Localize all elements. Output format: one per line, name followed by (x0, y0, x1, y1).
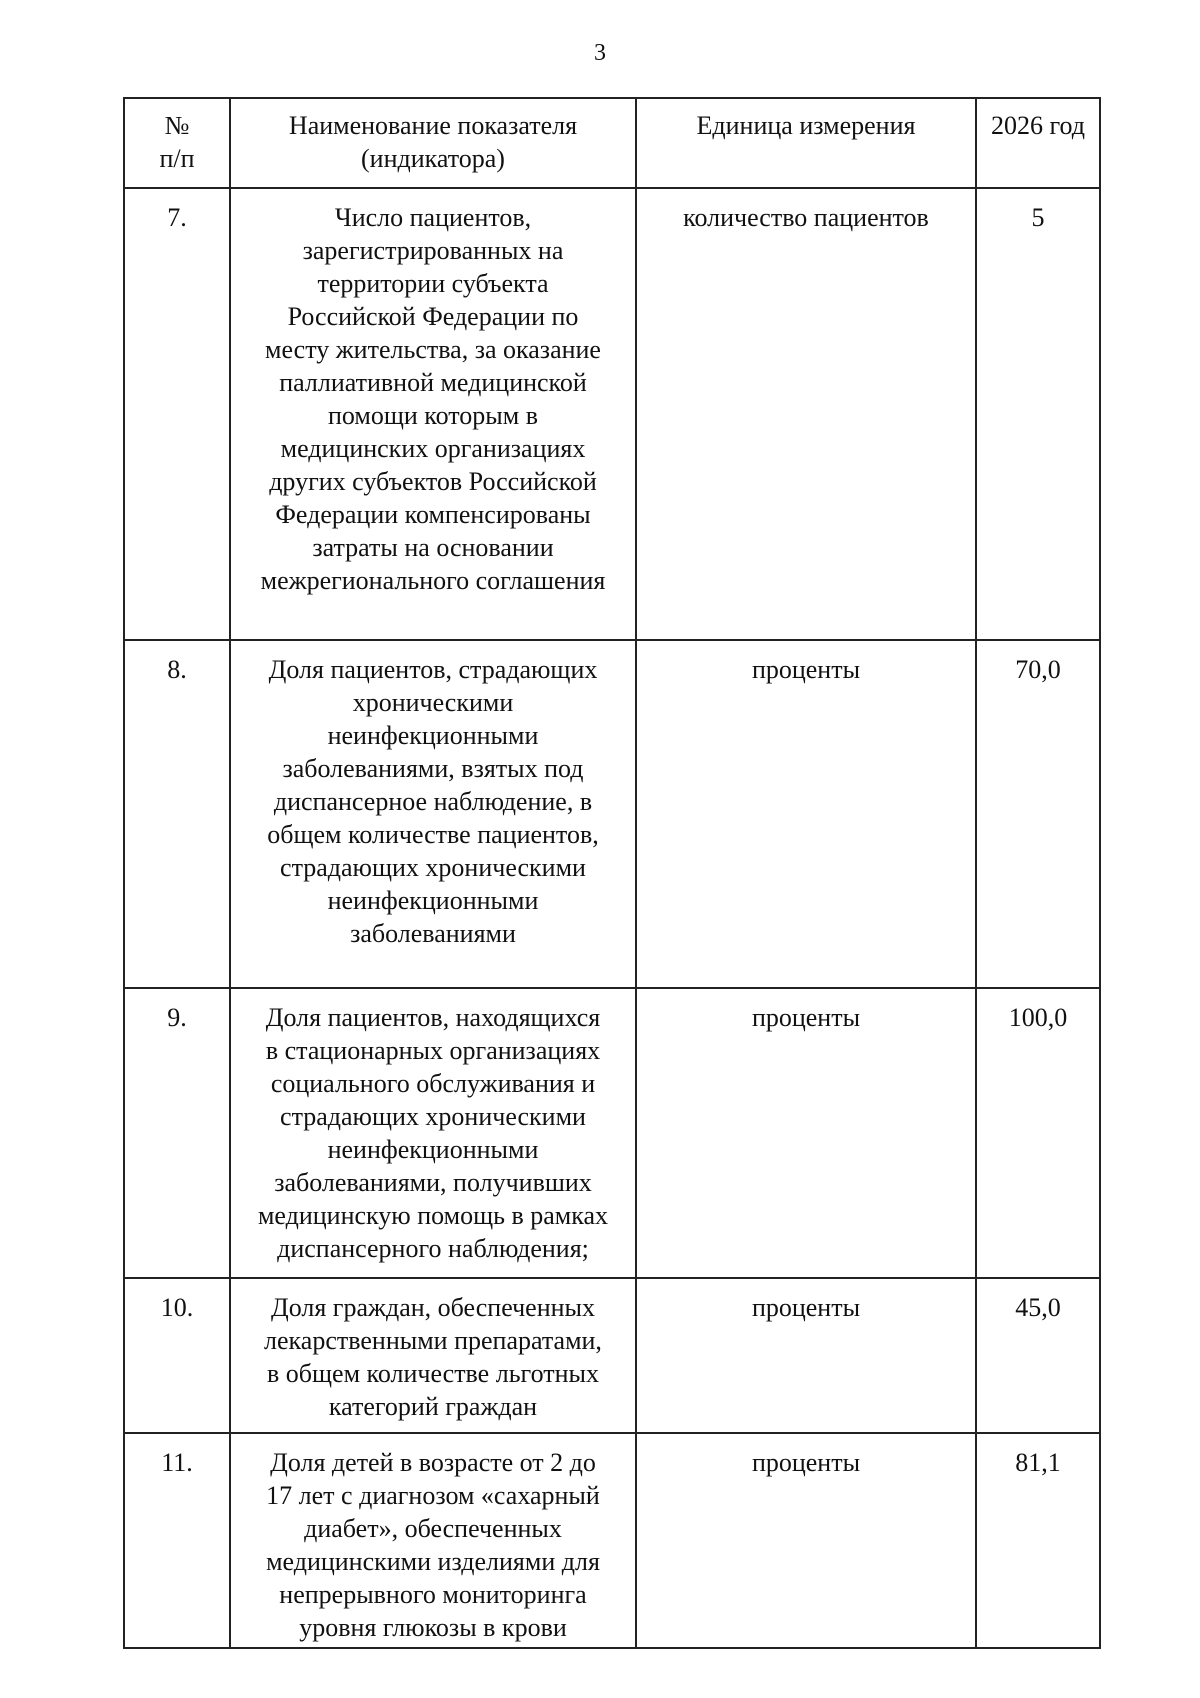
table-row (124, 988, 1100, 1278)
header-number: № п/п (124, 98, 230, 188)
row-unit: количество пациентов (636, 188, 976, 640)
row-indicator-name: Доля детей в возрасте от 2 до 17 лет с диагнозом «сахарный диабет», обеспеченных медицинскими изделиями для непрерывного мониторинга уровня глюкозы в крови (230, 1433, 636, 1648)
row-number: 11. (124, 1433, 230, 1648)
row-value: 100,0 (976, 988, 1100, 1278)
table-header-row (124, 98, 1100, 188)
row-indicator-name: Доля граждан, обеспеченных лекарственными препаратами, в общем количестве льготных категорий граждан (230, 1278, 636, 1433)
row-unit: проценты (636, 640, 976, 988)
row-number: 10. (124, 1278, 230, 1433)
indicators-table (123, 97, 1101, 1649)
row-unit: проценты (636, 988, 976, 1278)
row-value: 45,0 (976, 1278, 1100, 1433)
row-unit: проценты (636, 1278, 976, 1433)
row-number: 8. (124, 640, 230, 988)
row-number: 9. (124, 988, 230, 1278)
row-indicator-name: Число пациентов, зарегистрированных на территории субъекта Российской Федерации по месту жительства, за оказание паллиативной медицинской помощи которым в медицинских организациях других субъектов Российской Федерации компенсированы затраты на основании межрегионального соглашения (230, 188, 636, 640)
table-row (124, 188, 1100, 640)
row-unit: проценты (636, 1433, 976, 1648)
table-row (124, 1278, 1100, 1433)
header-unit: Единица измерения (636, 98, 976, 188)
row-value: 81,1 (976, 1433, 1100, 1648)
header-indicator-name: Наименование показателя (индикатора) (230, 98, 636, 188)
row-number: 7. (124, 188, 230, 640)
row-indicator-name: Доля пациентов, страдающих хроническими неинфекционными заболеваниями, взятых под диспансерное наблюдение, в общем количестве пациентов, страдающих хроническими неинфекционными заболеваниями (230, 640, 636, 988)
row-indicator-name: Доля пациентов, находящихся в стационарных организациях социального обслуживания и страдающих хроническими неинфекционными заболеваниями, получивших медицинскую помощь в рамках диспансерного наблюдения; (230, 988, 636, 1278)
table-row (124, 640, 1100, 988)
row-value: 70,0 (976, 640, 1100, 988)
header-year: 2026 год (976, 98, 1100, 188)
row-value: 5 (976, 188, 1100, 640)
page-number: 3 (594, 40, 606, 66)
table-row (124, 1433, 1100, 1648)
